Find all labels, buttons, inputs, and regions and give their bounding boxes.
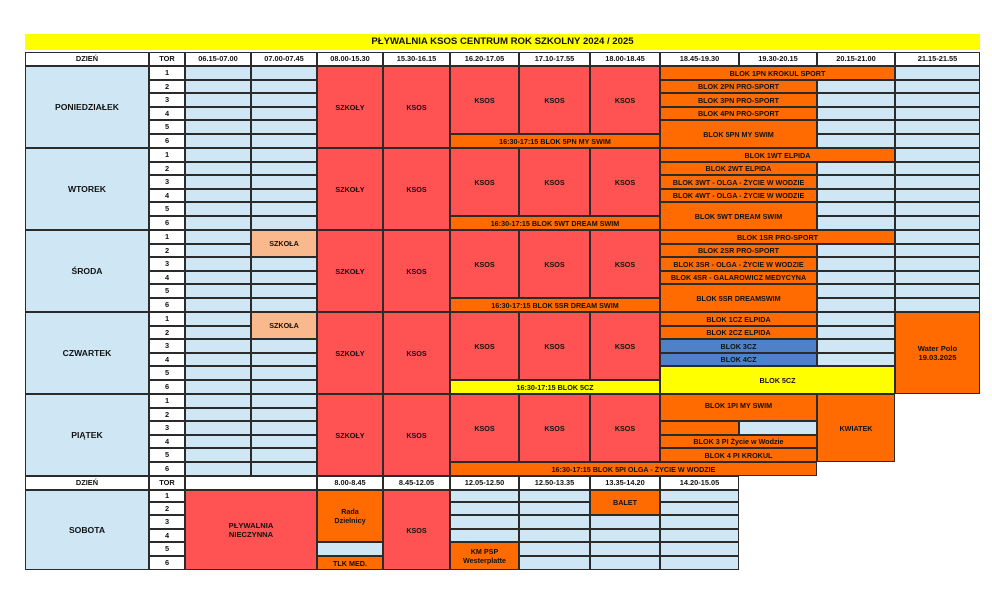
block-4[interactable]: BLOK 4SR - GALAROWICZ MEDYCYNA bbox=[660, 271, 817, 284]
tlk-med-block[interactable]: TLK MED. bbox=[317, 556, 383, 570]
empty-slot[interactable] bbox=[251, 462, 317, 476]
block-3[interactable]: BLOK 3PN PRO-SPORT bbox=[660, 93, 817, 107]
day-label: SOBOTA bbox=[25, 490, 149, 570]
lane-number: 6 bbox=[149, 298, 185, 312]
empty-slot[interactable] bbox=[251, 189, 317, 202]
block-1[interactable]: BLOK 1PN KROKUL SPORT bbox=[660, 66, 895, 80]
block-5-strip[interactable]: 16:30-17:15 BLOK 5PN MY SWIM bbox=[450, 134, 660, 148]
empty-slot[interactable] bbox=[185, 435, 251, 448]
empty-slot[interactable] bbox=[185, 162, 251, 175]
empty-slot[interactable] bbox=[895, 80, 980, 93]
lane-number: 2 bbox=[149, 326, 185, 339]
empty-slot[interactable] bbox=[185, 189, 251, 202]
empty-slot[interactable] bbox=[817, 257, 895, 271]
block-2[interactable]: BLOK 2SR PRO-SPORT bbox=[660, 244, 817, 257]
day-label: PONIEDZIAŁEK bbox=[25, 66, 149, 148]
block-1[interactable]: BLOK 1PI MY SWIM bbox=[660, 394, 817, 421]
lane-number: 2 bbox=[149, 502, 185, 515]
empty-slot[interactable] bbox=[185, 148, 251, 162]
block-4[interactable]: BLOK 4PN PRO-SPORT bbox=[660, 107, 817, 120]
ksos-block[interactable]: KSOS bbox=[519, 66, 590, 134]
lane-number: 6 bbox=[149, 556, 185, 570]
empty-slot[interactable] bbox=[817, 107, 895, 120]
empty-slot[interactable] bbox=[519, 542, 590, 556]
empty-slot[interactable] bbox=[660, 556, 739, 570]
lane-number: 6 bbox=[149, 462, 185, 476]
empty-slot[interactable] bbox=[660, 529, 739, 542]
lane-number: 6 bbox=[149, 216, 185, 230]
saturday-time-1: 8.00-8.45 bbox=[317, 476, 383, 490]
empty-slot[interactable] bbox=[817, 93, 895, 107]
block-5-strip[interactable]: 16:30-17:15 BLOK 5CZ bbox=[450, 380, 660, 394]
day-label: ŚRODA bbox=[25, 230, 149, 312]
empty-slot[interactable] bbox=[817, 134, 895, 148]
lane-number: 3 bbox=[149, 515, 185, 529]
empty-slot[interactable] bbox=[185, 394, 251, 408]
lane-number: 5 bbox=[149, 366, 185, 380]
empty-slot[interactable] bbox=[251, 435, 317, 448]
lane-number: 2 bbox=[149, 162, 185, 175]
header-time-8: 18.45-19.30 bbox=[660, 52, 739, 66]
empty-slot[interactable] bbox=[185, 462, 251, 476]
empty-slot[interactable] bbox=[251, 107, 317, 120]
lane-number: 2 bbox=[149, 408, 185, 421]
header-time-2: 07.00-07.45 bbox=[251, 52, 317, 66]
saturday-time-5: 13.35-14.20 bbox=[590, 476, 660, 490]
empty-slot[interactable] bbox=[185, 353, 251, 366]
block-3[interactable]: BLOK 3CZ bbox=[660, 339, 817, 353]
block-1[interactable]: BLOK 1CZ ELPIDA bbox=[660, 312, 817, 326]
block-4[interactable]: BLOK 4WT - OLGA - ŻYCIE W WODZIE bbox=[660, 189, 817, 202]
lane-number: 3 bbox=[149, 175, 185, 189]
empty-slot[interactable] bbox=[251, 339, 317, 353]
empty-slot[interactable] bbox=[251, 284, 317, 298]
empty-slot[interactable] bbox=[251, 120, 317, 134]
header-time-9: 19.30-20.15 bbox=[739, 52, 817, 66]
block-2-filler[interactable] bbox=[660, 421, 739, 435]
block-2[interactable]: BLOK 2PN PRO-SPORT bbox=[660, 80, 817, 93]
day-label: WTOREK bbox=[25, 148, 149, 230]
empty-slot[interactable] bbox=[251, 448, 317, 462]
empty-slot[interactable] bbox=[185, 216, 251, 230]
empty-slot[interactable] bbox=[185, 284, 251, 298]
lane-number: 2 bbox=[149, 80, 185, 93]
lane-number: 4 bbox=[149, 529, 185, 542]
empty-slot[interactable] bbox=[185, 271, 251, 284]
header-time-11: 21.15-21.55 bbox=[895, 52, 980, 66]
school-slot[interactable]: SZKOŁA bbox=[251, 230, 317, 257]
header-day: DZIEŃ bbox=[25, 476, 149, 490]
empty-slot[interactable] bbox=[817, 175, 895, 189]
lane-number: 4 bbox=[149, 189, 185, 202]
empty-slot[interactable] bbox=[895, 66, 980, 80]
lane-number: 3 bbox=[149, 339, 185, 353]
block-1[interactable]: BLOK 1WT ELPIDA bbox=[660, 148, 895, 162]
empty-slot[interactable] bbox=[660, 502, 739, 515]
ksos-block[interactable]: KSOS bbox=[519, 148, 590, 216]
day-label: PIĄTEK bbox=[25, 394, 149, 476]
empty-slot[interactable] bbox=[251, 271, 317, 284]
empty-slot[interactable] bbox=[660, 515, 739, 529]
ksos-block[interactable]: KSOS bbox=[590, 312, 660, 380]
empty-slot[interactable] bbox=[185, 134, 251, 148]
block-1[interactable]: BLOK 1SR PRO-SPORT bbox=[660, 230, 895, 244]
schools-block[interactable]: SZKOŁY bbox=[317, 148, 383, 230]
empty-slot[interactable] bbox=[895, 120, 980, 134]
lane-number: 4 bbox=[149, 107, 185, 120]
empty-slot[interactable] bbox=[660, 490, 739, 502]
block-5-strip[interactable]: 16:30-17:15 BLOK 5PI OLGA - ŻYCIE W WODZIE bbox=[450, 462, 817, 476]
empty-slot[interactable] bbox=[519, 490, 590, 502]
block-5[interactable]: BLOK 5CZ bbox=[660, 366, 895, 394]
lane-number: 1 bbox=[149, 312, 185, 326]
lane-number: 1 bbox=[149, 148, 185, 162]
ksos-block[interactable]: KSOS bbox=[383, 312, 450, 394]
empty-slot[interactable] bbox=[251, 148, 317, 162]
empty-slot[interactable] bbox=[450, 502, 519, 515]
empty-slot[interactable] bbox=[185, 326, 251, 339]
empty-slot[interactable] bbox=[185, 366, 251, 380]
block-4[interactable]: BLOK 4 PI KROKUL bbox=[660, 448, 817, 462]
empty-slot[interactable] bbox=[251, 353, 317, 366]
lane-number: 3 bbox=[149, 257, 185, 271]
empty-slot[interactable] bbox=[185, 175, 251, 189]
lane-number: 4 bbox=[149, 435, 185, 448]
empty-slot[interactable] bbox=[895, 244, 980, 257]
empty-slot[interactable] bbox=[185, 448, 251, 462]
empty-slot[interactable] bbox=[895, 93, 980, 107]
empty-slot[interactable] bbox=[185, 380, 251, 394]
lane-number: 3 bbox=[149, 421, 185, 435]
empty-slot[interactable] bbox=[251, 134, 317, 148]
empty-slot[interactable] bbox=[185, 230, 251, 244]
lane-number: 6 bbox=[149, 380, 185, 394]
block-5-strip[interactable]: 16:30-17:15 BLOK 5WT DREAM SWIM bbox=[450, 216, 660, 230]
empty-slot[interactable] bbox=[895, 298, 980, 312]
balet-block[interactable]: BALET bbox=[590, 490, 660, 515]
day-label: CZWARTEK bbox=[25, 312, 149, 394]
empty-slot[interactable] bbox=[817, 80, 895, 93]
empty-slot[interactable] bbox=[251, 202, 317, 216]
header-time-3: 08.00-15.30 bbox=[317, 52, 383, 66]
ksos-block[interactable]: KSOS bbox=[590, 230, 660, 298]
empty-slot[interactable] bbox=[251, 394, 317, 408]
lane-number: 6 bbox=[149, 134, 185, 148]
header-time-5: 16.20-17.05 bbox=[450, 52, 519, 66]
header-lane: TOR bbox=[149, 52, 185, 66]
water-polo-block[interactable]: Water Polo 19.03.2025 bbox=[895, 312, 980, 394]
empty-slot[interactable] bbox=[895, 284, 980, 298]
empty-slot[interactable] bbox=[251, 298, 317, 312]
ksos-block[interactable]: KSOS bbox=[383, 148, 450, 230]
header-time-4: 15.30-16.15 bbox=[383, 52, 450, 66]
empty-slot[interactable] bbox=[817, 271, 895, 284]
block-5-strip[interactable]: 16:30-17:15 BLOK 5SR DREAM SWIM bbox=[450, 298, 660, 312]
lane-number: 1 bbox=[149, 230, 185, 244]
ksos-block[interactable]: KSOS bbox=[450, 148, 519, 216]
empty-header bbox=[185, 476, 317, 490]
school-slot[interactable]: SZKOŁA bbox=[251, 312, 317, 339]
empty-slot[interactable] bbox=[817, 216, 895, 230]
empty-slot[interactable] bbox=[895, 148, 980, 162]
empty-slot[interactable] bbox=[660, 542, 739, 556]
lane-number: 5 bbox=[149, 120, 185, 134]
empty-slot[interactable] bbox=[817, 326, 895, 339]
lane-number: 4 bbox=[149, 353, 185, 366]
empty-slot[interactable] bbox=[817, 162, 895, 175]
empty-slot[interactable] bbox=[185, 66, 251, 80]
ksos-block[interactable]: KSOS bbox=[590, 148, 660, 216]
ksos-block[interactable]: KSOS bbox=[519, 230, 590, 298]
empty-slot[interactable] bbox=[251, 408, 317, 421]
empty-slot[interactable] bbox=[895, 216, 980, 230]
km-psp-block[interactable]: KM PSP Westerplatte bbox=[450, 542, 519, 570]
block-5[interactable]: BLOK 5PN MY SWIM bbox=[660, 120, 817, 148]
empty-slot[interactable] bbox=[185, 93, 251, 107]
ksos-block[interactable]: KSOS bbox=[450, 312, 519, 380]
lane-number: 1 bbox=[149, 394, 185, 408]
ksos-block[interactable]: KSOS bbox=[450, 394, 519, 462]
empty-slot[interactable] bbox=[519, 529, 590, 542]
lane-number: 3 bbox=[149, 93, 185, 107]
rada-dzielnicy-block[interactable]: Rada Dzielnicy bbox=[317, 490, 383, 542]
empty-slot[interactable] bbox=[185, 421, 251, 435]
empty-slot[interactable] bbox=[251, 216, 317, 230]
ksos-block[interactable]: KSOS bbox=[519, 312, 590, 380]
empty-slot[interactable] bbox=[251, 162, 317, 175]
header-lane: TOR bbox=[149, 476, 185, 490]
empty-slot[interactable] bbox=[317, 542, 383, 556]
block-5[interactable]: BLOK 5WT DREAM SWIM bbox=[660, 202, 817, 230]
empty-slot[interactable] bbox=[519, 515, 590, 529]
page-title: PŁYWALNIA KSOS CENTRUM ROK SZKOLNY 2024 / 2025 bbox=[25, 34, 980, 50]
schools-block[interactable]: SZKOŁY bbox=[317, 230, 383, 312]
header-day: DZIEŃ bbox=[25, 52, 149, 66]
lane-number: 1 bbox=[149, 490, 185, 502]
empty-slot[interactable] bbox=[895, 107, 980, 120]
header-time-7: 18.00-18.45 bbox=[590, 52, 660, 66]
lane-number: 4 bbox=[149, 271, 185, 284]
lane-number: 5 bbox=[149, 202, 185, 216]
empty-slot[interactable] bbox=[185, 312, 251, 326]
empty-slot[interactable] bbox=[817, 120, 895, 134]
saturday-time-3: 12.05-12.50 bbox=[450, 476, 519, 490]
empty-slot[interactable] bbox=[251, 380, 317, 394]
ksos-block[interactable]: KSOS bbox=[383, 230, 450, 312]
empty-slot[interactable] bbox=[895, 230, 980, 244]
empty-slot[interactable] bbox=[185, 120, 251, 134]
schools-block[interactable]: SZKOŁY bbox=[317, 394, 383, 476]
empty-slot[interactable] bbox=[185, 298, 251, 312]
empty-slot[interactable] bbox=[251, 80, 317, 93]
ksos-block[interactable]: KSOS bbox=[590, 394, 660, 462]
empty-slot[interactable] bbox=[590, 556, 660, 570]
empty-slot[interactable] bbox=[185, 339, 251, 353]
empty-slot[interactable] bbox=[817, 339, 895, 353]
empty-slot[interactable] bbox=[817, 202, 895, 216]
empty-slot[interactable] bbox=[185, 107, 251, 120]
empty-slot[interactable] bbox=[817, 353, 895, 366]
block-3[interactable]: BLOK 3SR - OLGA - ŻYCIE W WODZIE bbox=[660, 257, 817, 271]
block-4[interactable]: BLOK 4CZ bbox=[660, 353, 817, 366]
empty-slot[interactable] bbox=[450, 490, 519, 502]
ksos-block[interactable]: KSOS bbox=[450, 66, 519, 134]
empty-slot[interactable] bbox=[185, 202, 251, 216]
block-3[interactable]: BLOK 3 PI Życie w Wodzie bbox=[660, 435, 817, 448]
empty-slot[interactable] bbox=[895, 134, 980, 148]
ksos-block[interactable]: KSOS bbox=[450, 230, 519, 298]
empty-slot[interactable] bbox=[251, 421, 317, 435]
empty-slot[interactable] bbox=[519, 556, 590, 570]
empty-slot[interactable] bbox=[450, 529, 519, 542]
lane-number: 5 bbox=[149, 284, 185, 298]
empty-slot[interactable] bbox=[895, 257, 980, 271]
lane-number: 5 bbox=[149, 542, 185, 556]
empty-slot[interactable] bbox=[519, 502, 590, 515]
empty-slot[interactable] bbox=[251, 257, 317, 271]
saturday-time-4: 12.50-13.35 bbox=[519, 476, 590, 490]
empty-slot[interactable] bbox=[251, 66, 317, 80]
empty-slot[interactable] bbox=[185, 257, 251, 271]
block-2[interactable]: BLOK 2CZ ELPIDA bbox=[660, 326, 817, 339]
schools-block[interactable]: SZKOŁY bbox=[317, 312, 383, 394]
empty-slot[interactable] bbox=[590, 542, 660, 556]
closed-block: PŁYWALNIA NIECZYNNA bbox=[185, 490, 317, 570]
kwiatek-block[interactable]: KWIATEK bbox=[817, 394, 895, 462]
ksos-block[interactable]: KSOS bbox=[519, 394, 590, 462]
empty-slot[interactable] bbox=[817, 312, 895, 326]
ksos-block[interactable]: KSOS bbox=[590, 66, 660, 134]
header-time-6: 17.10-17.55 bbox=[519, 52, 590, 66]
empty-slot[interactable] bbox=[185, 244, 251, 257]
empty-slot[interactable] bbox=[895, 202, 980, 216]
block-5[interactable]: BLOK 5SR DREAMSWIM bbox=[660, 284, 817, 312]
saturday-time-2: 8.45-12.05 bbox=[383, 476, 450, 490]
empty-slot[interactable] bbox=[817, 284, 895, 298]
empty-slot[interactable] bbox=[895, 189, 980, 202]
empty-slot[interactable] bbox=[895, 271, 980, 284]
ksos-block[interactable]: KSOS bbox=[383, 490, 450, 570]
lane-number: 5 bbox=[149, 448, 185, 462]
empty-slot[interactable] bbox=[895, 175, 980, 189]
ksos-block[interactable]: KSOS bbox=[383, 394, 450, 476]
empty-slot[interactable] bbox=[817, 189, 895, 202]
empty-slot[interactable] bbox=[817, 244, 895, 257]
lane-number: 2 bbox=[149, 244, 185, 257]
lane-number: 1 bbox=[149, 66, 185, 80]
ksos-block[interactable]: KSOS bbox=[383, 66, 450, 148]
header-time-10: 20.15-21.00 bbox=[817, 52, 895, 66]
empty-slot[interactable] bbox=[739, 421, 817, 435]
empty-slot[interactable] bbox=[590, 529, 660, 542]
empty-slot[interactable] bbox=[251, 175, 317, 189]
header-time-1: 06.15-07.00 bbox=[185, 52, 251, 66]
empty-slot[interactable] bbox=[251, 93, 317, 107]
empty-slot[interactable] bbox=[450, 515, 519, 529]
empty-slot[interactable] bbox=[590, 515, 660, 529]
schools-block[interactable]: SZKOŁY bbox=[317, 66, 383, 148]
block-2[interactable]: BLOK 2WT ELPIDA bbox=[660, 162, 817, 175]
empty-slot[interactable] bbox=[185, 80, 251, 93]
empty-slot[interactable] bbox=[185, 408, 251, 421]
block-3[interactable]: BLOK 3WT - OLGA - ŻYCIE W WODZIE bbox=[660, 175, 817, 189]
empty-slot[interactable] bbox=[251, 366, 317, 380]
empty-slot[interactable] bbox=[895, 162, 980, 175]
empty-slot[interactable] bbox=[817, 298, 895, 312]
saturday-time-6: 14.20-15.05 bbox=[660, 476, 739, 490]
